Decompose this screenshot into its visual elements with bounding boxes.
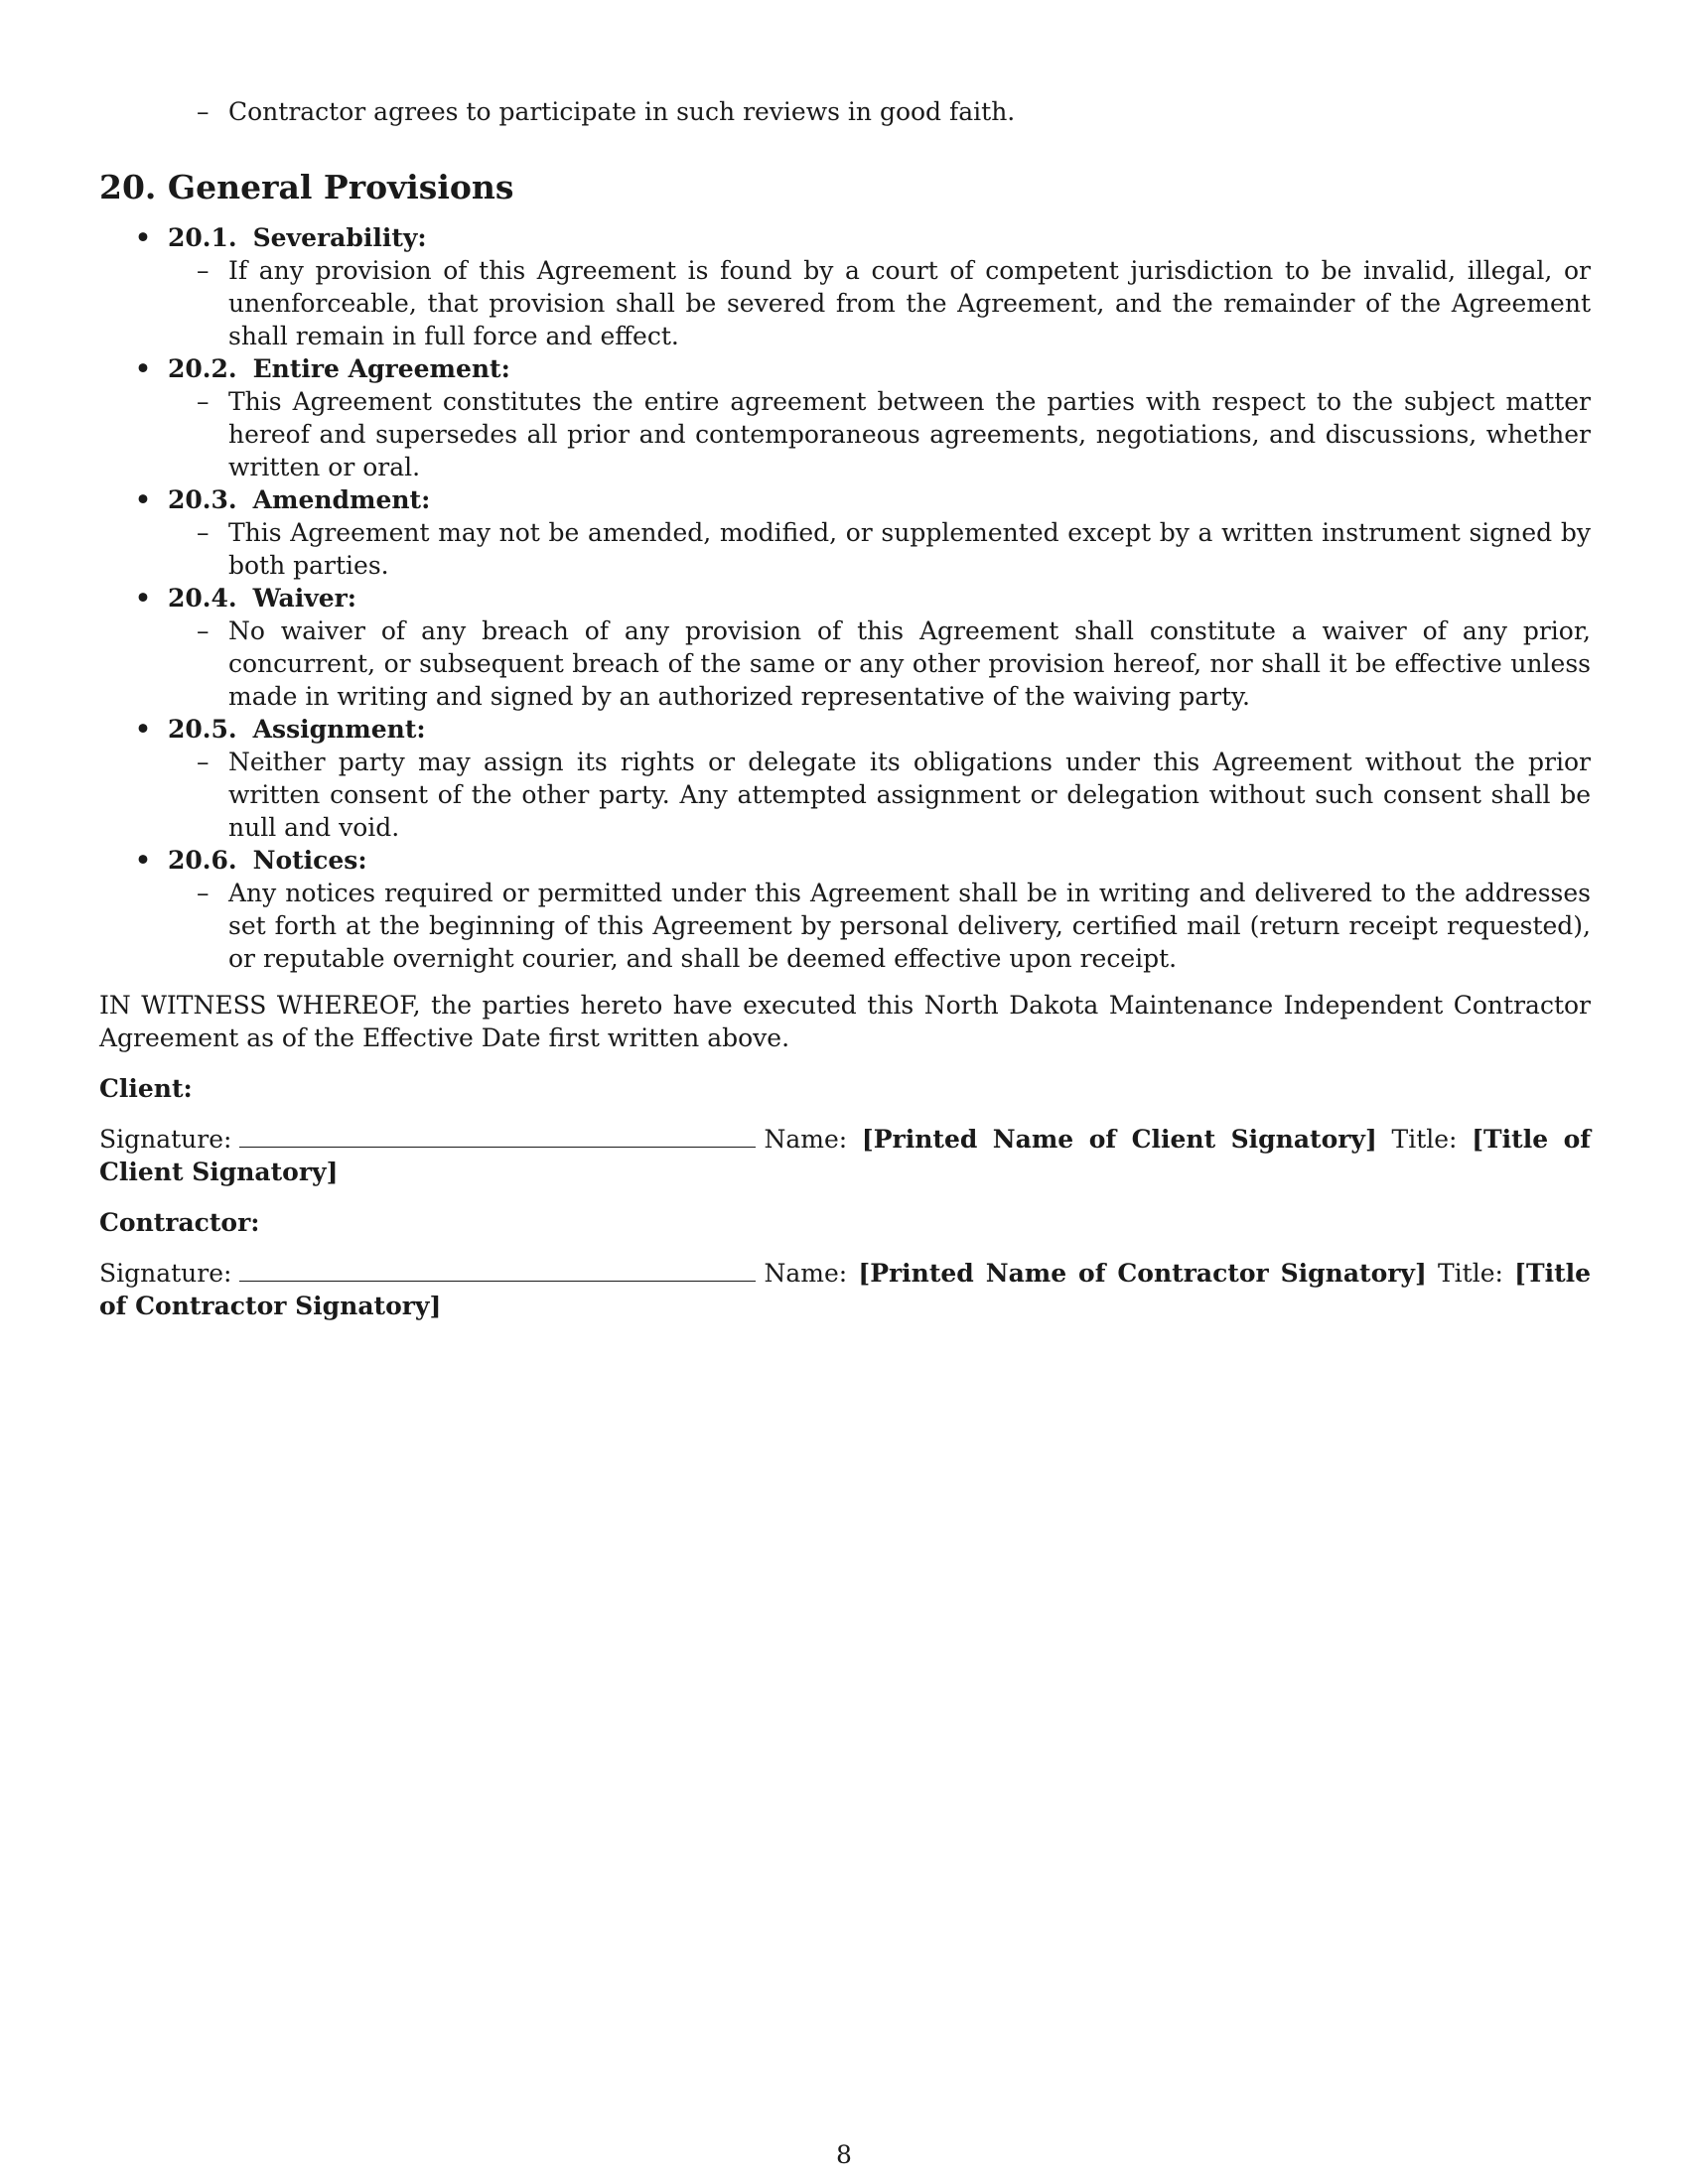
witness-paragraph: IN WITNESS WHEREOF, the parties hereto have executed this North Dakota Maintenance Independent Contractor Agreement as of the Effective Date first written above. bbox=[99, 991, 1591, 1052]
provision-heading bbox=[168, 483, 1591, 516]
provision-number: 20.3. bbox=[168, 485, 237, 514]
provision-title: Assignment: bbox=[252, 715, 426, 744]
provision-text: No waiver of any breach of any provision of this Agreement shall constitute a waiver of any prior, concurrent, or subsequent breach of the same or any other provision hereof, nor shall it be effective unless made in writing and signed by an authorized representative of the waiving party. bbox=[228, 616, 1591, 711]
dash-marker: – bbox=[197, 256, 210, 285]
provision-item bbox=[99, 483, 1591, 582]
client-title-value: Title of Client Signatory bbox=[99, 1125, 1592, 1186]
client-label: Client: bbox=[99, 1074, 193, 1103]
client-signature-block bbox=[99, 1123, 1591, 1188]
bullet-icon: • bbox=[135, 354, 151, 383]
provision-heading bbox=[168, 582, 1591, 614]
client-signature-line[interactable] bbox=[239, 1125, 756, 1148]
bullet-icon: • bbox=[135, 715, 151, 744]
provision-title: Entire Agreement: bbox=[252, 354, 510, 383]
signature-label: Signature: bbox=[99, 1259, 232, 1288]
provision-item bbox=[99, 844, 1591, 975]
carryover-text: Contractor agrees to participate in such reviews in good faith. bbox=[228, 97, 1016, 126]
provisions-list bbox=[99, 221, 1591, 975]
client-title-placeholder: [Title of Client Signatory] bbox=[99, 1125, 1592, 1186]
provision-body bbox=[168, 746, 1591, 844]
name-label: Name: bbox=[764, 1125, 848, 1154]
provision-item bbox=[99, 582, 1591, 713]
provision-text: Any notices required or permitted under this Agreement shall be in writing and delivered to the addresses set forth at the beginning of this Agreement by personal delivery, certified mail (return receipt requested), or reputable overnight courier, and shall be deemed effective upon receipt. bbox=[228, 879, 1591, 973]
client-name-placeholder: [Printed Name of Client Signatory] bbox=[861, 1125, 1377, 1154]
provision-heading bbox=[168, 713, 1591, 746]
provision-text: If any provision of this Agreement is found by a court of competent jurisdiction to be invalid, illegal, or unenforceable, that provision shall be severed from the Agreement, and the remainder of the Agreement shall remain in full force and effect. bbox=[228, 256, 1591, 350]
provision-item bbox=[99, 352, 1591, 483]
provision-text: This Agreement may not be amended, modified, or supplemented except by a written instrument signed by both parties. bbox=[228, 518, 1591, 580]
provision-body bbox=[168, 877, 1591, 975]
provision-text: This Agreement constitutes the entire agreement between the parties with respect to the subject matter hereof and supersedes all prior and contemporaneous agreements, negotiations, and discussions, whether written or oral. bbox=[228, 387, 1591, 481]
provision-title: Severability: bbox=[252, 223, 427, 252]
provision-heading bbox=[168, 844, 1591, 877]
dash-marker: – bbox=[197, 748, 210, 776]
dash-marker: – bbox=[197, 879, 210, 907]
bullet-icon: • bbox=[135, 485, 151, 514]
dash-marker: – bbox=[197, 616, 210, 645]
document-page bbox=[99, 95, 1591, 1322]
provision-body bbox=[168, 385, 1591, 483]
provision-text: Neither party may assign its rights or delegate its obligations under this Agreement without the prior written consent of the other party. Any attempted assignment or delegation without such consent shall be null and void. bbox=[228, 748, 1591, 842]
bullet-icon: • bbox=[135, 223, 151, 252]
title-label: Title: bbox=[1391, 1125, 1458, 1154]
contractor-label: Contractor: bbox=[99, 1208, 260, 1237]
client-name-value: Printed Name of Client Signatory bbox=[873, 1125, 1365, 1154]
contractor-signature-line[interactable] bbox=[239, 1259, 756, 1282]
provision-body bbox=[168, 516, 1591, 582]
provision-heading bbox=[168, 352, 1591, 385]
provision-title: Amendment: bbox=[252, 485, 431, 514]
carryover-item bbox=[99, 95, 1591, 128]
page-number: 8 bbox=[836, 2140, 852, 2169]
provision-item bbox=[99, 221, 1591, 352]
dash-marker: – bbox=[197, 518, 210, 547]
bullet-icon: • bbox=[135, 584, 151, 613]
provision-number: 20.6. bbox=[168, 846, 237, 875]
provision-title: Waiver: bbox=[252, 584, 357, 613]
provision-body bbox=[168, 614, 1591, 713]
provision-number: 20.5. bbox=[168, 715, 237, 744]
provision-item bbox=[99, 713, 1591, 844]
provision-number: 20.1. bbox=[168, 223, 237, 252]
provision-number: 20.2. bbox=[168, 354, 237, 383]
provision-number: 20.4. bbox=[168, 584, 237, 613]
contractor-signature-block bbox=[99, 1257, 1591, 1322]
provision-title: Notices: bbox=[252, 846, 367, 875]
provision-body bbox=[168, 254, 1591, 352]
contractor-name-placeholder: [Printed Name of Contractor Signatory] bbox=[858, 1259, 1427, 1288]
title-label: Title: bbox=[1438, 1259, 1503, 1288]
section-title: General Provisions bbox=[167, 168, 514, 206]
provision-heading bbox=[168, 221, 1591, 254]
dash-marker: – bbox=[197, 387, 210, 416]
dash-marker: – bbox=[197, 97, 210, 126]
bullet-icon: • bbox=[135, 846, 151, 875]
section-heading bbox=[99, 168, 1591, 207]
contractor-title-value: Title of Contractor Signatory bbox=[99, 1259, 1592, 1320]
signature-label: Signature: bbox=[99, 1125, 232, 1154]
section-number: 20. bbox=[99, 168, 157, 206]
name-label: Name: bbox=[764, 1259, 848, 1288]
contractor-title-placeholder: [Title of Contractor Signatory] bbox=[99, 1259, 1592, 1320]
contractor-name-value: Printed Name of Contractor Signatory bbox=[870, 1259, 1415, 1288]
